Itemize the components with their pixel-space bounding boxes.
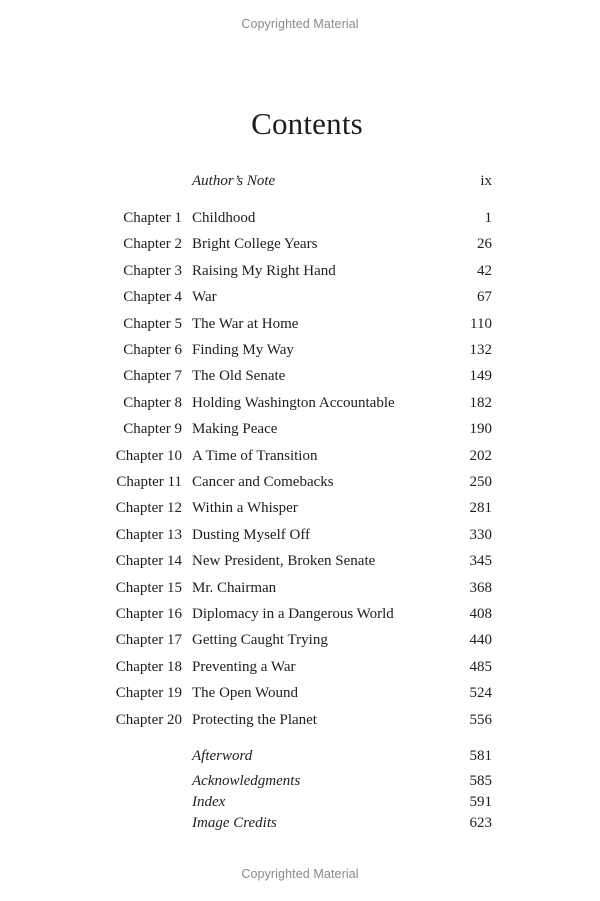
toc-page-number: 556 xyxy=(469,711,492,728)
chapter-title: Protecting the Planet xyxy=(192,711,317,728)
chapter-title: Getting Caught Trying xyxy=(192,632,328,649)
chapter-title: Dusting Myself Off xyxy=(192,526,311,543)
toc-chapter-8[interactable] xyxy=(0,393,600,413)
toc-entry-title: Image Credits xyxy=(192,815,277,831)
toc-entry-title: Afterword xyxy=(192,748,253,764)
chapter-title: The Old Senate xyxy=(192,368,286,385)
chapter-label: Chapter 17 xyxy=(115,632,182,649)
toc-page-number: 149 xyxy=(469,368,492,385)
toc-chapter-4[interactable] xyxy=(0,287,600,307)
toc-page-number: 42 xyxy=(477,262,492,279)
chapter-label: Chapter 8 xyxy=(123,394,182,411)
toc-page-number: 585 xyxy=(469,773,492,789)
toc-page-number: 250 xyxy=(469,474,492,490)
chapter-label: Chapter 11 xyxy=(116,474,182,490)
chapter-title: Raising My Right Hand xyxy=(192,262,336,279)
toc-page-number: 281 xyxy=(469,500,492,517)
toc-page-number: 1 xyxy=(484,210,492,226)
toc-page-number: 408 xyxy=(469,606,492,622)
chapter-title: New President, Broken Senate xyxy=(192,553,376,570)
toc-page-number: 345 xyxy=(469,553,492,570)
chapter-label: Chapter 18 xyxy=(115,658,182,675)
chapter-label: Chapter 4 xyxy=(123,289,182,306)
chapter-label: Chapter 7 xyxy=(123,368,182,385)
toc-back-matter-image-credits[interactable] xyxy=(0,813,600,833)
toc-chapter-3[interactable] xyxy=(0,261,600,281)
toc-page-number: 440 xyxy=(469,632,492,649)
toc-page-number: 623 xyxy=(469,815,492,831)
chapter-title: The War at Home xyxy=(192,315,299,332)
toc-chapter-6[interactable] xyxy=(0,340,600,360)
toc-chapter-7[interactable] xyxy=(0,366,600,386)
chapter-label: Chapter 2 xyxy=(123,236,182,253)
chapter-title: Childhood xyxy=(192,210,256,226)
toc-page-number: 368 xyxy=(469,579,492,596)
toc-page-number: 110 xyxy=(470,315,492,332)
toc-page-number: 190 xyxy=(469,421,492,438)
toc-chapter-20[interactable] xyxy=(0,710,600,730)
toc-chapter-2[interactable] xyxy=(0,234,600,254)
toc-chapter-13[interactable] xyxy=(0,525,600,545)
chapter-title: Bright College Years xyxy=(192,236,318,253)
toc-entry-title: Acknowledgments xyxy=(192,773,301,789)
chapter-label: Chapter 3 xyxy=(123,262,182,279)
toc-page-number: 202 xyxy=(469,447,492,464)
chapter-title: Cancer and Comebacks xyxy=(192,474,334,490)
chapter-title: A Time of Transition xyxy=(192,447,318,464)
toc-page-number: 485 xyxy=(469,658,492,675)
toc-page-number: 524 xyxy=(469,685,492,702)
toc-entry-title: Author’s Note xyxy=(192,173,276,189)
toc-page-number: 26 xyxy=(477,236,492,253)
toc-page-number: ix xyxy=(480,173,492,189)
toc-chapter-14[interactable] xyxy=(0,551,600,571)
toc-chapter-16[interactable] xyxy=(0,604,600,624)
chapter-label: Chapter 5 xyxy=(123,315,182,332)
toc-page-number: 581 xyxy=(469,748,492,764)
toc-page-number: 330 xyxy=(469,526,492,543)
toc-chapter-1[interactable] xyxy=(0,208,600,228)
chapter-label: Chapter 12 xyxy=(115,500,182,517)
page-title: Contents xyxy=(251,106,363,141)
chapter-label: Chapter 13 xyxy=(115,526,182,543)
chapter-label: Chapter 1 xyxy=(123,210,182,226)
toc-page-number: 591 xyxy=(469,794,492,810)
copyright-watermark-top: Copyrighted Material xyxy=(241,17,359,31)
chapter-title: Diplomacy in a Dangerous World xyxy=(192,606,394,622)
toc-front-matter-authors-note[interactable] xyxy=(0,171,600,191)
toc-chapter-11[interactable] xyxy=(0,472,600,492)
toc-entry-title: Index xyxy=(192,794,226,810)
toc-page-number: 182 xyxy=(469,394,492,411)
chapter-title: Preventing a War xyxy=(192,658,296,675)
chapter-title: The Open Wound xyxy=(192,685,298,702)
toc-page-number: 132 xyxy=(469,342,492,358)
toc-chapter-18[interactable] xyxy=(0,657,600,677)
chapter-label: Chapter 14 xyxy=(115,553,182,570)
toc-chapter-5[interactable] xyxy=(0,314,600,334)
copyright-watermark-bottom: Copyrighted Material xyxy=(241,867,359,881)
chapter-title: Making Peace xyxy=(192,421,278,438)
toc-chapter-12[interactable] xyxy=(0,498,600,518)
toc-chapter-9[interactable] xyxy=(0,419,600,439)
toc-chapter-17[interactable] xyxy=(0,630,600,650)
chapter-label: Chapter 19 xyxy=(115,685,182,702)
toc-chapter-19[interactable] xyxy=(0,683,600,703)
toc-back-matter-index[interactable] xyxy=(0,792,600,812)
chapter-title: Mr. Chairman xyxy=(192,579,277,596)
chapter-title: War xyxy=(192,289,217,306)
chapter-label: Chapter 20 xyxy=(115,711,182,728)
chapter-title: Within a Whisper xyxy=(192,500,298,517)
toc-chapter-10[interactable] xyxy=(0,446,600,466)
toc-back-matter-afterword[interactable] xyxy=(0,746,600,766)
chapter-label: Chapter 6 xyxy=(123,342,182,358)
chapter-title: Finding My Way xyxy=(192,342,294,358)
chapter-label: Chapter 16 xyxy=(115,606,182,622)
chapter-title: Holding Washington Accountable xyxy=(192,394,395,411)
toc-chapter-15[interactable] xyxy=(0,578,600,598)
chapter-label: Chapter 9 xyxy=(123,421,182,438)
toc-back-matter-acknowledgments[interactable] xyxy=(0,771,600,791)
chapter-label: Chapter 15 xyxy=(115,579,182,596)
chapter-label: Chapter 10 xyxy=(115,447,182,464)
toc-page-number: 67 xyxy=(477,289,492,306)
